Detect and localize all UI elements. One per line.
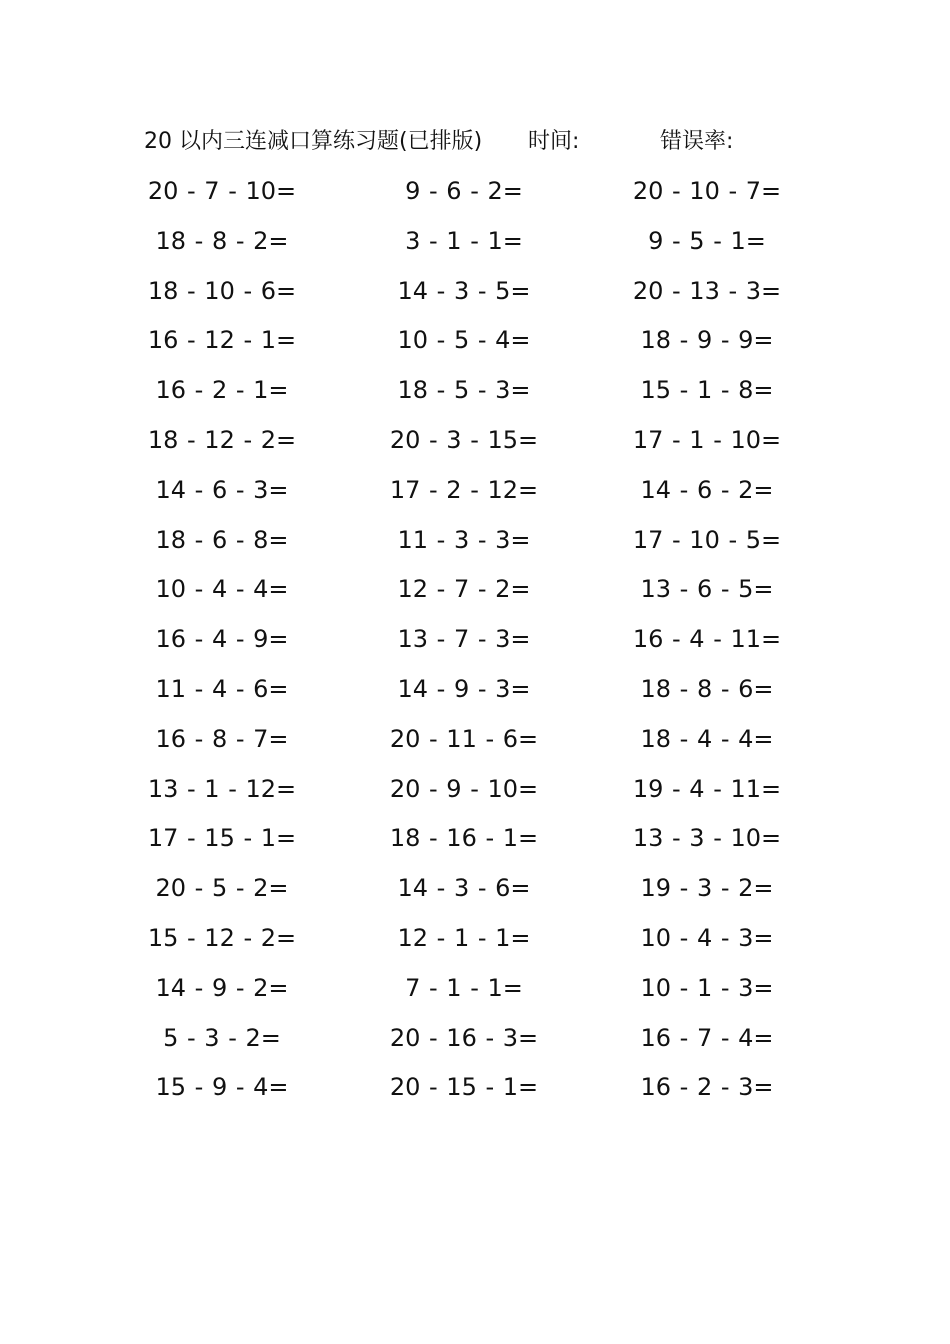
problem-item: 20 - 16 - 3=: [389, 1023, 539, 1052]
problem-item: 17 - 10 - 5=: [632, 525, 782, 554]
problem-item: 16 - 4 - 9=: [155, 625, 289, 654]
problem-item: 16 - 8 - 7=: [155, 724, 289, 753]
problem-item: 18 - 10 - 6=: [147, 276, 297, 305]
problem-row: [0, 818, 950, 868]
problem-item: 16 - 2 - 1=: [155, 376, 289, 405]
problem-row: [0, 320, 950, 370]
problem-item: 12 - 7 - 2=: [397, 575, 531, 604]
problem-item: 20 - 7 - 10=: [147, 177, 297, 205]
problem-item: 19 - 3 - 2=: [640, 874, 774, 903]
problem-row: [0, 370, 950, 420]
problem-item: 14 - 9 - 3=: [397, 674, 531, 703]
problem-row: [0, 918, 950, 968]
problem-item: 18 - 12 - 2=: [147, 425, 297, 454]
problem-item: 18 - 8 - 2=: [155, 226, 289, 255]
problem-row: [0, 271, 950, 321]
problem-item: 16 - 4 - 11=: [632, 625, 782, 654]
problem-item: 10 - 4 - 3=: [640, 923, 774, 952]
problem-item: 17 - 2 - 12=: [389, 475, 539, 504]
problem-item: 16 - 2 - 3=: [640, 1073, 774, 1102]
worksheet-header: [144, 122, 784, 162]
problem-item: 20 - 11 - 6=: [389, 724, 539, 753]
problem-row: [0, 669, 950, 719]
problem-row: [0, 1067, 950, 1117]
problem-item: 13 - 3 - 10=: [632, 824, 782, 853]
problem-grid: [0, 171, 950, 1117]
problem-item: 18 - 4 - 4=: [640, 724, 774, 753]
problem-row: [0, 868, 950, 918]
problem-item: 16 - 7 - 4=: [640, 1023, 774, 1052]
problem-item: 10 - 1 - 3=: [640, 973, 774, 1002]
problem-item: 15 - 1 - 8=: [640, 376, 774, 405]
problem-row: [0, 619, 950, 669]
problem-item: 20 - 10 - 7=: [632, 177, 782, 205]
problem-item: 5 - 3 - 2=: [163, 1023, 281, 1052]
problem-item: 11 - 4 - 6=: [155, 674, 289, 703]
problem-item: 16 - 12 - 1=: [147, 326, 297, 355]
problem-item: 14 - 3 - 6=: [397, 874, 531, 903]
worksheet-title: 20 以内三连减口算练习题(已排版): [144, 129, 483, 154]
problem-item: 14 - 3 - 5=: [397, 276, 531, 305]
problem-item: 13 - 6 - 5=: [640, 575, 774, 604]
problem-item: 13 - 7 - 3=: [397, 625, 531, 654]
problem-item: 14 - 6 - 3=: [155, 475, 289, 504]
error-rate-label: 错误率:: [660, 129, 734, 154]
problem-item: 9 - 6 - 2=: [405, 177, 523, 205]
problem-item: 11 - 3 - 3=: [397, 525, 531, 554]
problem-row: [0, 569, 950, 619]
problem-item: 12 - 1 - 1=: [397, 923, 531, 952]
problem-row: [0, 1018, 950, 1068]
problem-item: 20 - 5 - 2=: [155, 874, 289, 903]
problem-item: 14 - 6 - 2=: [640, 475, 774, 504]
problem-item: 10 - 5 - 4=: [397, 326, 531, 355]
time-label: 时间:: [528, 129, 580, 154]
problem-item: 20 - 15 - 1=: [389, 1073, 539, 1102]
problem-item: 10 - 4 - 4=: [155, 575, 289, 604]
problem-item: 18 - 8 - 6=: [640, 674, 774, 703]
problem-row: [0, 171, 950, 221]
problem-item: 14 - 9 - 2=: [155, 973, 289, 1002]
problem-item: 20 - 3 - 15=: [389, 425, 539, 454]
problem-item: 18 - 5 - 3=: [397, 376, 531, 405]
problem-item: 17 - 1 - 10=: [632, 425, 782, 454]
problem-item: 7 - 1 - 1=: [405, 973, 523, 1002]
problem-item: 13 - 1 - 12=: [147, 774, 297, 803]
problem-row: [0, 520, 950, 570]
problem-row: [0, 968, 950, 1018]
problem-row: [0, 221, 950, 271]
problem-item: 18 - 16 - 1=: [389, 824, 539, 853]
problem-item: 15 - 9 - 4=: [155, 1073, 289, 1102]
problem-item: 3 - 1 - 1=: [405, 226, 523, 255]
problem-item: 15 - 12 - 2=: [147, 923, 297, 952]
problem-item: 20 - 9 - 10=: [389, 774, 539, 803]
problem-item: 20 - 13 - 3=: [632, 276, 782, 305]
problem-item: 17 - 15 - 1=: [147, 824, 297, 853]
problem-row: [0, 769, 950, 819]
problem-row: [0, 420, 950, 470]
problem-row: [0, 470, 950, 520]
problem-item: 19 - 4 - 11=: [632, 774, 782, 803]
problem-item: 18 - 6 - 8=: [155, 525, 289, 554]
problem-item: 9 - 5 - 1=: [648, 226, 766, 255]
problem-item: 18 - 9 - 9=: [640, 326, 774, 355]
problem-row: [0, 719, 950, 769]
